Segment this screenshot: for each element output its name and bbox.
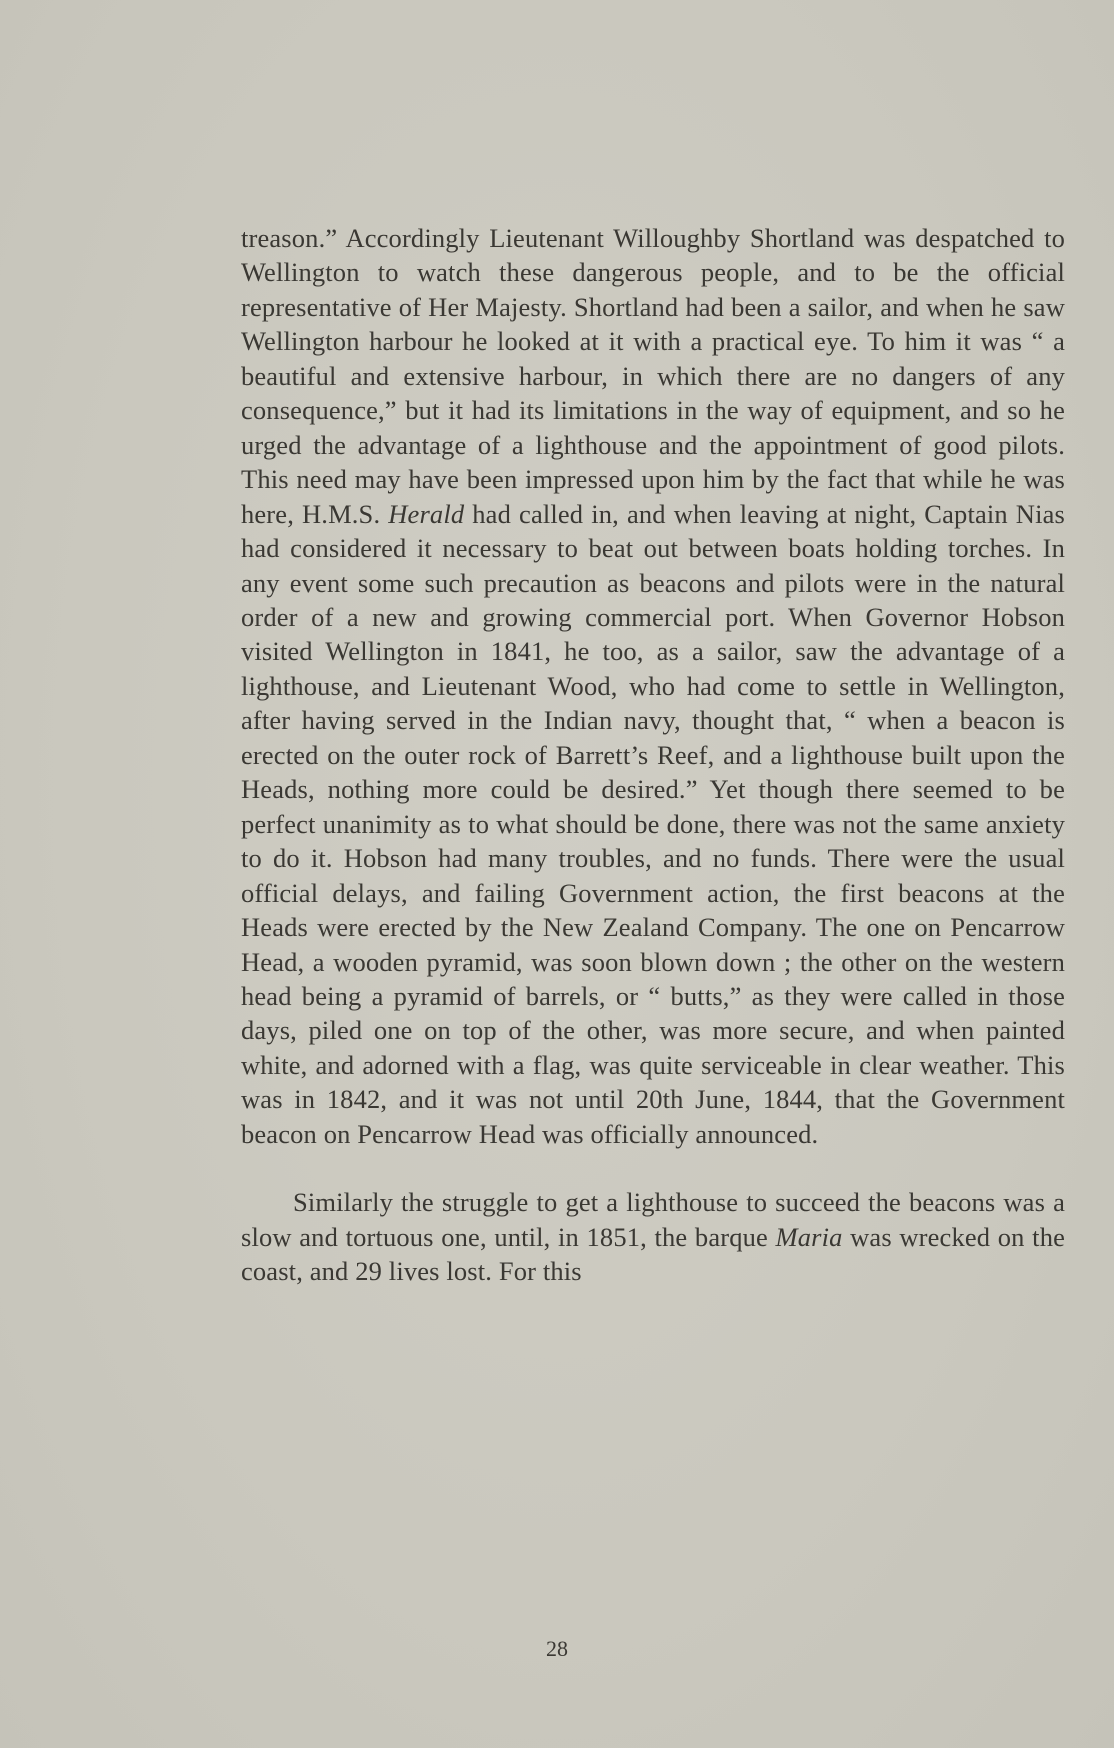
paragraph-1-text-cont: had called in, and when leaving at night, Captain Nias had considered it necessary to beat out between boats holding torches. In any event some such precaution as beacons and pilots were in the natural order of a new and growing commercial port. When Governor Hobson visited Wellington in 1841, he too, as a sailor, saw the advantage of a lighthouse, and Lieutenant Wood, who had come to settle in Wellington, after having served in the Indian navy, thought that, “ when a beacon is erected on the outer rock of Barrett’s Reef, and a lighthouse built upon the Heads, nothing more could be desired.” Yet though there seemed to be perfect unanimity as to what should be done, there was not the same anxiety to do it. Hobson had many troubles, and no funds. There were the usual official delays, and failing Government action, the first beacons at the Heads were erected by the New Zealand Company. The one on Pencarrow Head, a wooden pyramid, was soon blown down ; the other on the western head being a pyramid of barrels, or “ butts,” as they were called in those days, piled one on top of the other, was more secure, and when painted white, and adorned with a flag, was quite serviceable in clear weather. This was in 1842, and it was not until 20th June, 1844, that the Government beacon on Pencarrow Head was officially announced. <box>241 498 1065 1149</box>
body-text <box>241 221 1065 1289</box>
page-number: 28 <box>546 1636 568 1661</box>
ship-name-maria: Maria <box>775 1221 843 1252</box>
paragraph-1-text: treason.” Accordingly Lieutenant Willoughby Shortland was despatched to Wellington to watch these dangerous people, and to be the official representative of Her Majesty. Shortland had been a sailor, and when he saw Wellington harbour he looked at it with a practical eye. To him it was “ a beautiful and extensive harbour, in which there are no dangers of any consequence,” but it had its limitations in the way of equipment, and so he urged the advantage of a lighthouse and the appointment of good pilots. This need may have been impressed upon him by the fact that while he was here, H.M.S. <box>241 223 1065 529</box>
paragraph-1 <box>241 221 1065 1151</box>
paragraph-2 <box>241 1185 1065 1288</box>
ship-name-herald: Herald <box>388 498 465 529</box>
paragraph-2-text-cont: was wrecked on the coast, and 29 lives lost. For this <box>241 1221 1066 1287</box>
paragraph-2-text: Similarly the struggle to get a lighthouse to succeed the beacons was a slow and tortuous one, until, in 1851, the barque <box>241 1187 1065 1252</box>
